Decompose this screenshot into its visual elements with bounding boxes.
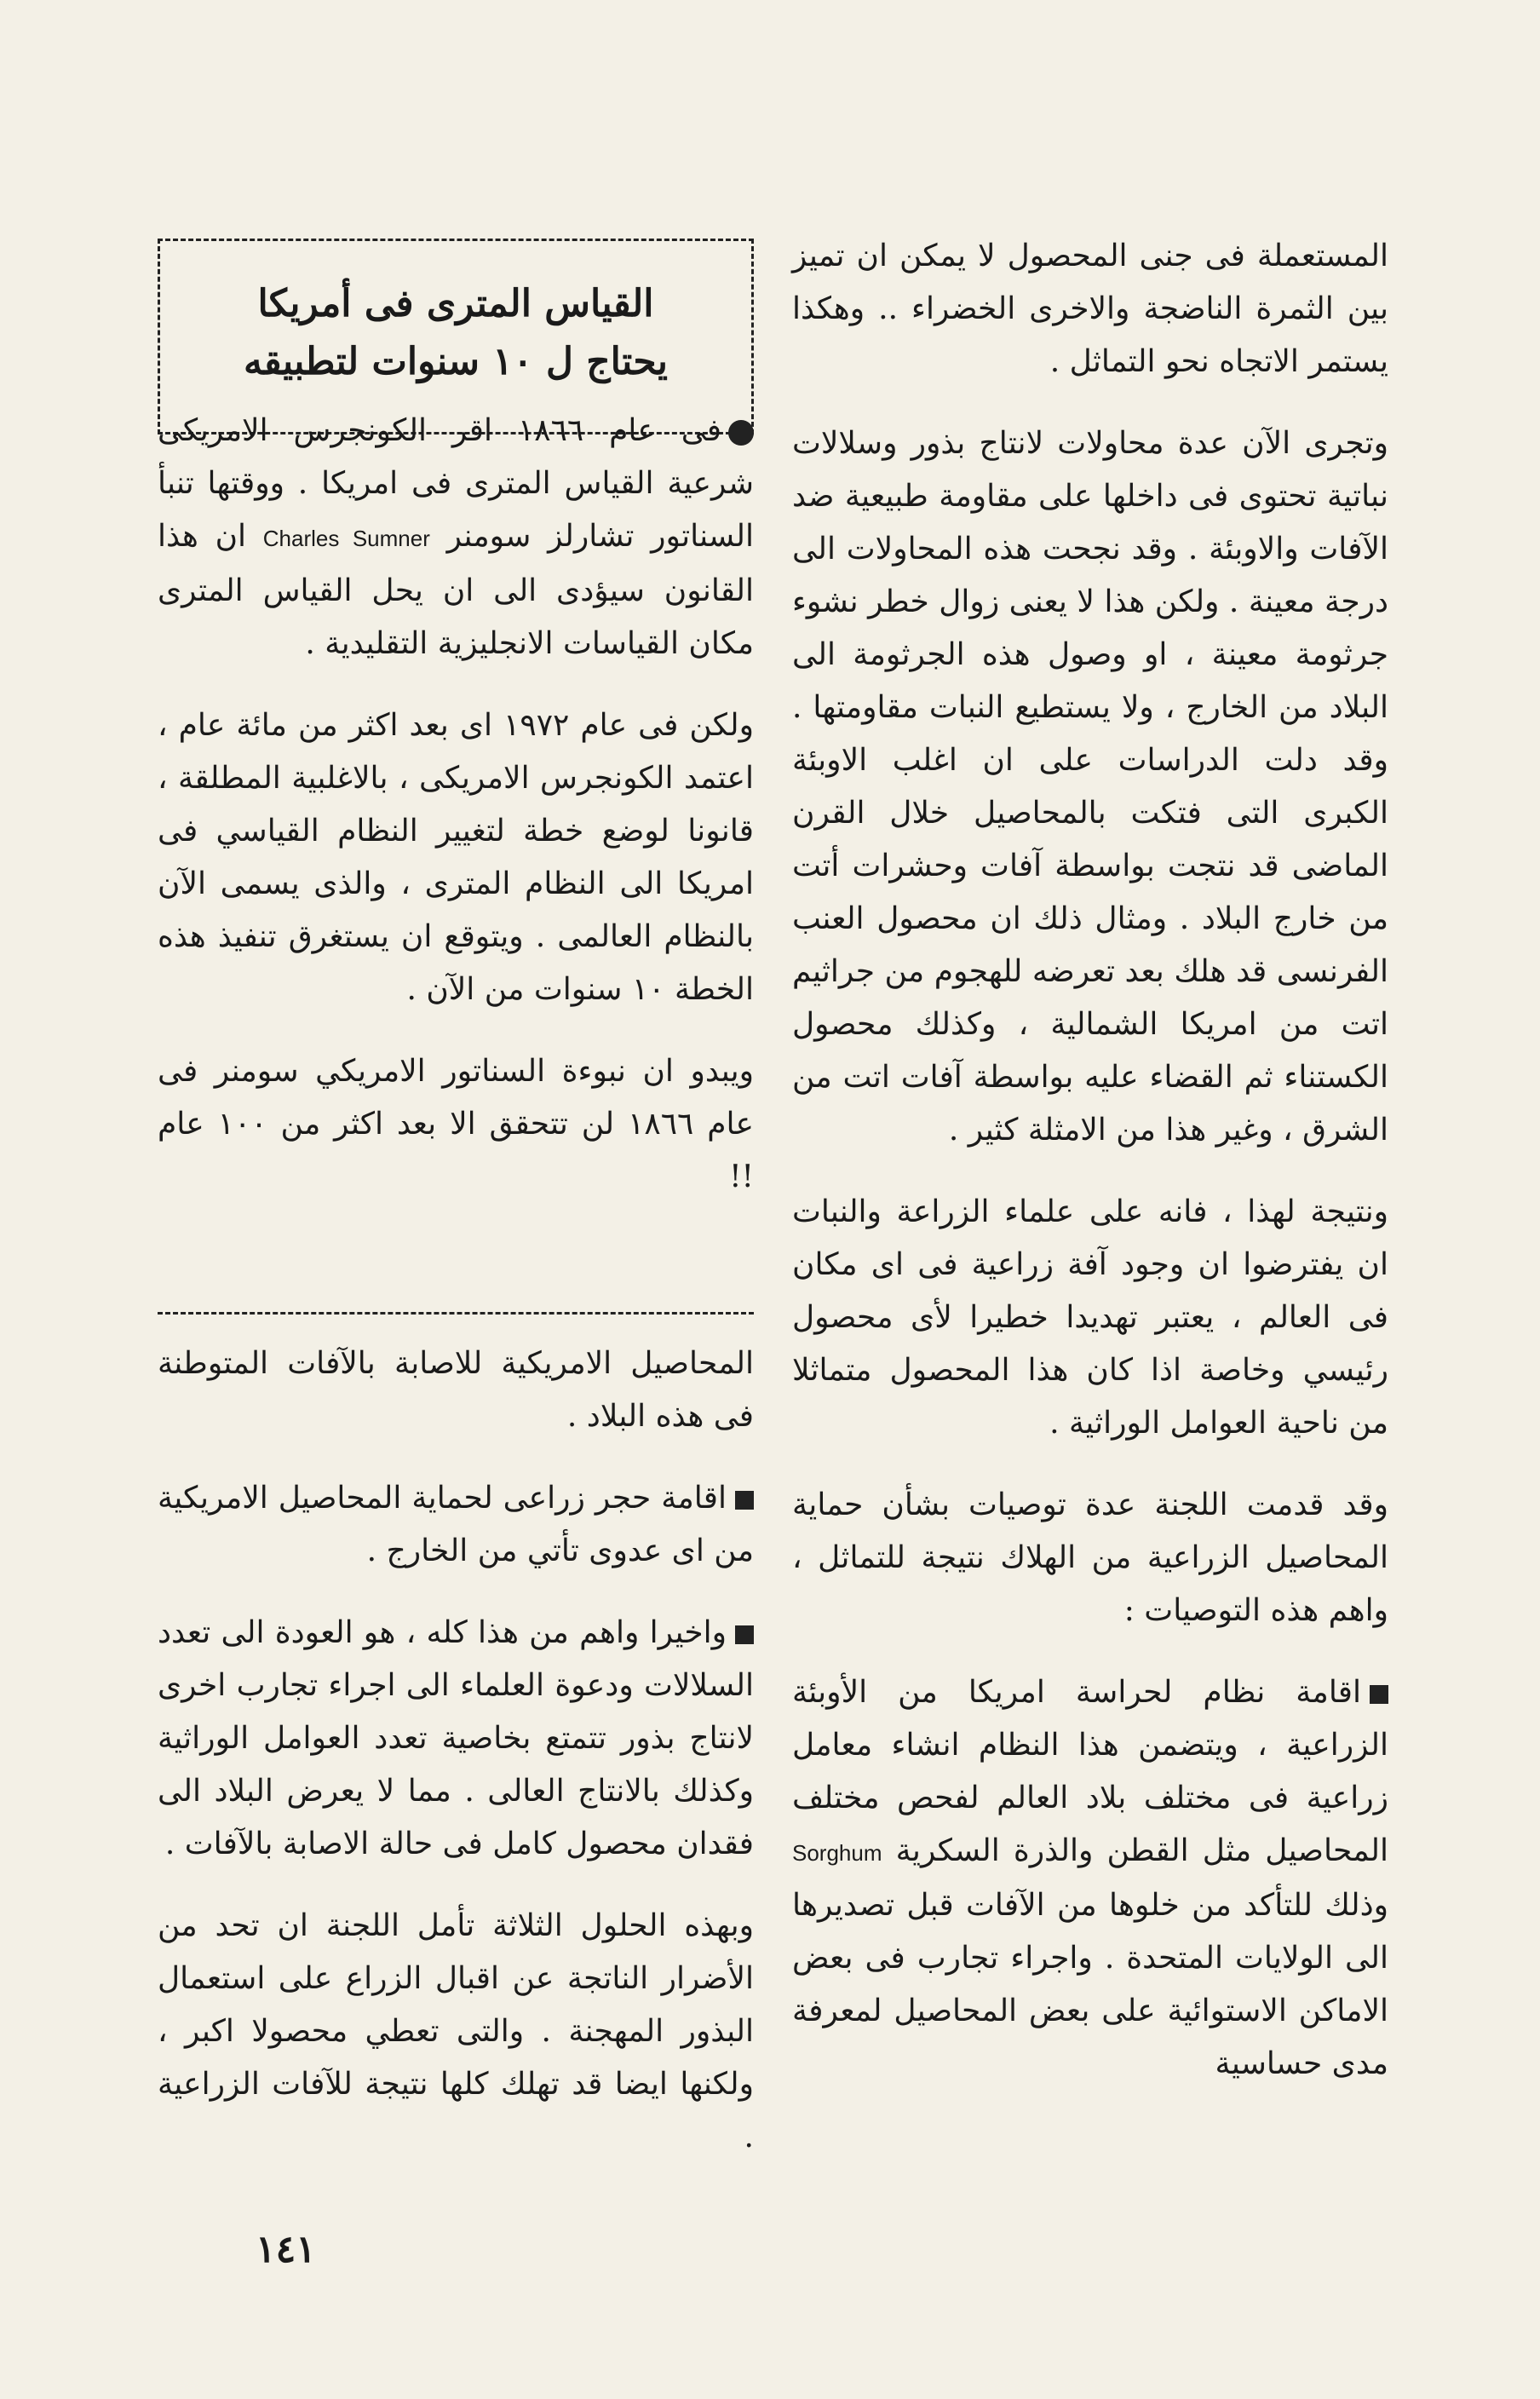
paragraph bbox=[158, 1607, 754, 1871]
square-bullet-icon bbox=[1370, 1685, 1388, 1704]
paragraph: المستعملة فى جنى المحصول لا يمكن ان تميز بين الثمرة الناضجة والاخرى الخضراء .. وهكذا يستمر الاتجاه نحو التماثل . bbox=[792, 239, 1388, 379]
box-title bbox=[160, 275, 751, 391]
paragraph: ولكن فى عام ١٩٧٢ اى بعد اكثر من مائة عام ، اعتمد الكونجرس الامريكى ، بالاغلبية المطلقة ، قانونا لوضع خطة لتغيير النظام القياسي فى امريكا الى النظام المترى ، والذى يسمى الآن بالنظام العالمى . ويتوقع ان يستغرق تنفيذ هذه الخطة ١٠ سنوات من الآن . bbox=[158, 708, 754, 1007]
left-column-lower bbox=[158, 1338, 754, 2193]
paragraph-text: ان هذا القانون سيؤدى الى ان يحل القياس المترى مكان القياسات الانجليزية التقليدية . bbox=[158, 519, 754, 661]
paragraph-text: فى عام ١٨٦٦ اقر الكونجرس الامريكى شرعية القياس المترى فى امريكا . ووقتها تنبأ السناتور تشارلز سومنر bbox=[158, 413, 755, 554]
paragraph: المحاصيل الامريكية للاصابة بالآفات المتوطنة فى هذه البلاد . bbox=[158, 1346, 754, 1434]
paragraph bbox=[158, 405, 754, 670]
section-separator bbox=[158, 1312, 754, 1315]
paragraph-text: اقامة نظام لحراسة امريكا من الأوبئة الزراعية ، ويتضمن هذا النظام انشاء معامل زراعية فى مختلف بلاد العالم لفحص مختلف المحاصيل مثل القطن والذرة السكرية bbox=[792, 1675, 1388, 1868]
paragraph: وقد قدمت اللجنة عدة توصيات بشأن حماية المحاصيل الزراعية من الهلاك نتيجة للتماثل ، واهم هذه التوصيات : bbox=[792, 1487, 1388, 1628]
box-title-line: القياس المترى فى أمريكا bbox=[257, 282, 654, 325]
page-number: ١٤١ bbox=[256, 2228, 316, 2271]
paragraph bbox=[792, 1666, 1388, 2091]
square-bullet-icon bbox=[735, 1491, 754, 1510]
left-column-upper bbox=[158, 405, 754, 1233]
right-column bbox=[792, 230, 1388, 2120]
square-bullet-icon bbox=[735, 1625, 754, 1644]
latin-term: Sorghum bbox=[792, 1840, 882, 1866]
paragraph-text: اقامة حجر زراعى لحماية المحاصيل الامريكية من اى عدوى تأتي من الخارج . bbox=[158, 1481, 754, 1568]
paragraph: وبهذه الحلول الثلاثة تأمل اللجنة ان تحد من الأضرار الناتجة عن اقبال الزراع على استعمال البذور المهجنة . والتى تعطي محصولا اكبر ، ولكنها ايضا قد تهلك كلها نتيجة للآفات الزراعية . bbox=[158, 1908, 754, 2154]
paragraph: ونتيجة لهذا ، فانه على علماء الزراعة والنبات ان يفترضوا ان وجود آفة زراعية فى اى مكان فى العالم ، يعتبر تهديدا خطيرا لأى محصول رئيسي وخاصة اذا كان هذا المحصول متماثلا من ناحية العوامل الوراثية . bbox=[792, 1194, 1388, 1441]
latin-name: Charles Sumner bbox=[262, 526, 430, 551]
dot-bullet-icon bbox=[728, 420, 754, 446]
paragraph bbox=[158, 1472, 754, 1578]
paragraph-text: واخيرا واهم من هذا كله ، هو العودة الى تعدد السلالات ودعوة العلماء الى اجراء تجارب اخرى لانتاج بذور تتمتع بخاصية تعدد العوامل الوراثية وكذلك بالانتاج العالى . مما لا يعرض البلاد الى فقدان محصول كامل فى حالة الاصابة بالآفات . bbox=[158, 1615, 754, 1861]
paragraph: وتجرى الآن عدة محاولات لانتاج بذور وسلالات نباتية تحتوى فى داخلها على مقاومة طبيعية ضد الآفات والاوبئة . وقد نجحت هذه المحاولات الى درجة معينة . ولكن هذا لا يعنى زوال خطر نشوء جرثومة معينة ، او وصول هذه الجرثومة الى البلاد من الخارج ، ولا يستطيع النبات مقاومتها . وقد دلت الدراسات على ان اغلب الاوبئة الكبرى التى فتكت بالمحاصيل خلال القرن الماضى قد نتجت بواسطة آفات وحشرات أتت من خارج البلاد . ومثال ذلك ان محصول العنب الفرنسى قد هلك بعد تعرضه للهجوم من جراثيم اتت من امريكا الشمالية ، وكذلك محصول الكستناء ثم القضاء عليه بواسطة آفات اتت من الشرق ، وغير هذا من الامثلة كثير . bbox=[792, 426, 1388, 1148]
paragraph-text: وذلك للتأكد من خلوها من الآفات قبل تصديرها الى الولايات المتحدة . واجراء تجارب فى بعض الاماكن الاستوائية على بعض المحاصيل لمعرفة مدى حساسية bbox=[792, 1888, 1388, 2081]
box-title-line: يحتاج ل ١٠ سنوات لتطبيقه bbox=[244, 340, 668, 383]
paragraph: ويبدو ان نبوءة السناتور الامريكي سومنر فى عام ١٨٦٦ لن تتحقق الا بعد اكثر من ١٠٠ عام !! bbox=[158, 1054, 755, 1194]
